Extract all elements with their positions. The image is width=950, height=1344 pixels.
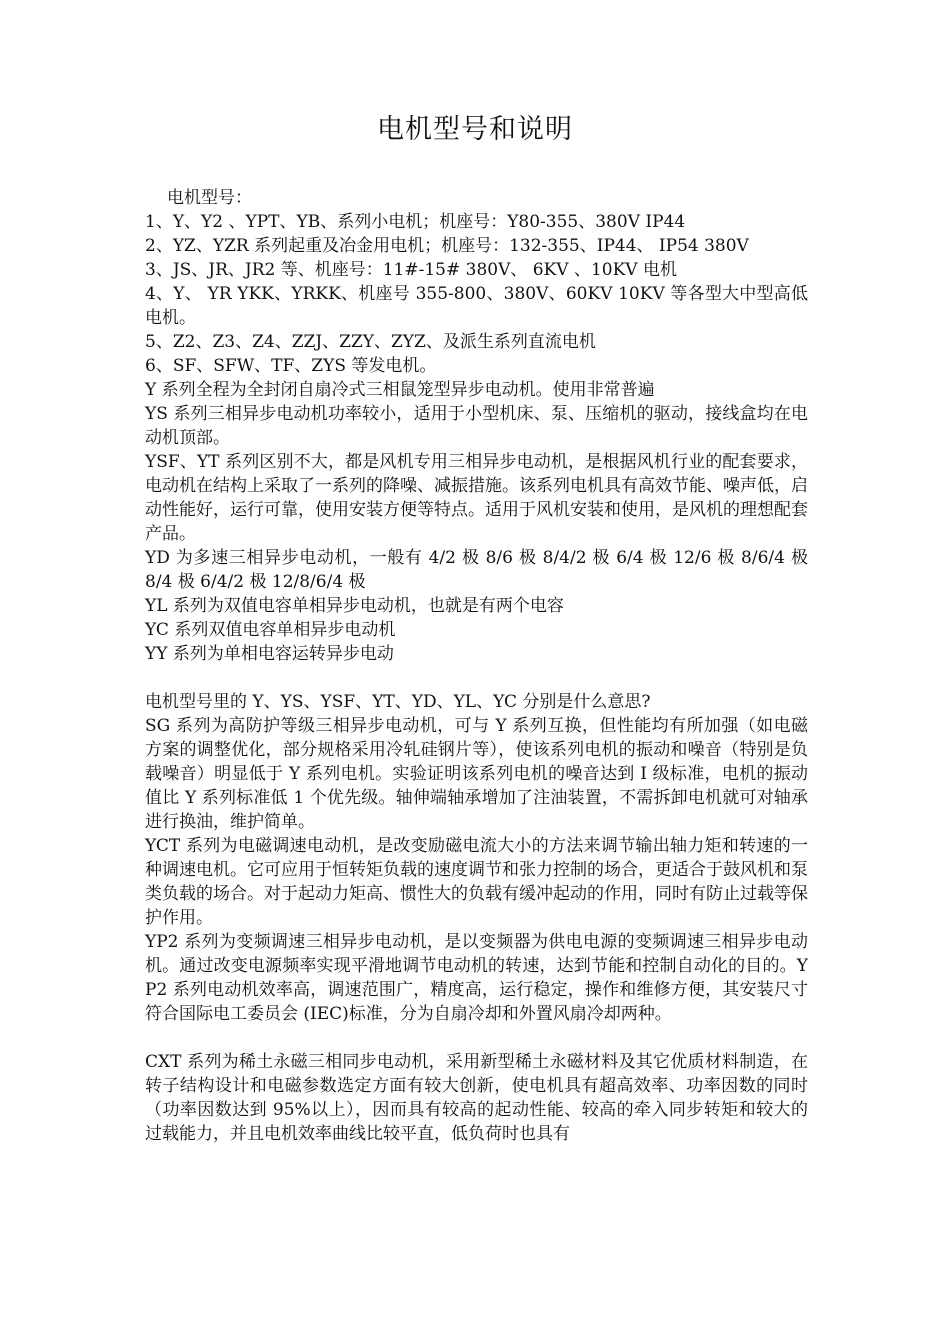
model-list-item: 3、JS、JR、JR2 等、机座号：11#-15# 380V、 6KV 、10KV 电机 xyxy=(145,260,677,280)
series-paragraph: SG 系列为高防护等级三相异步电动机，可与 Y 系列互换，但性能均有所加强（如电磁方案的调整优化，部分规格采用冷轧硅钢片等），使该系列电机的振动和噪音（特别是负载噪音）明显低于 Y 系列电机。实验证明该系列电机的噪音达到 I 级标准，电机的振动值比 Y 系列标准低 1 个优先级。轴伸端轴承增加了注油装置，不需拆卸电机就可对轴承进行换油，维护简单。 xyxy=(145,716,808,832)
series-paragraph: YCT 系列为电磁调速电动机，是改变励磁电流大小的方法来调节输出轴力矩和转速的一种调速电机。它可应用于恒转矩负载的速度调节和张力控制的场合，更适合于鼓风机和泵类负载的场合。对于起动力矩高、惯性大的负载有缓冲起动的作用，同时有防止过载等保护作用。 xyxy=(145,836,808,928)
model-list-item: 4、Y、 YR YKK、YRKK、机座号 355-800、380V、60KV 10KV 等各型大中型高低电机。 xyxy=(145,284,808,328)
document-body xyxy=(145,186,808,1146)
paragraph-spacer xyxy=(145,1026,808,1050)
series-paragraph: YP2 系列为变频调速三相异步电动机，是以变频器为供电电源的变频调速三相异步电动机。通过改变电源频率实现平滑地调节电动机的转速，达到节能和控制自动化的目的。YP2 系列电动机效率高，调速范围广，精度高，运行稳定，操作和维修方便，其安装尺寸符合国际电工委员会 (IEC)标准，分为自扇冷却和外置风扇冷却两种。 xyxy=(145,932,808,1024)
series-description: YSF、YT 系列区别不大，都是风机专用三相异步电动机，是根据风机行业的配套要求，电动机在结构上采取了一系列的降噪、减振措施。该系列电机具有高效节能、噪声低，启动性能好，运行可靠，使用安装方便等特点。适用于风机安装和使用，是风机的理想配套产品。 xyxy=(145,452,808,544)
series-description: YC 系列双值电容单相异步电动机 xyxy=(145,620,396,640)
series-description: Y 系列全程为全封闭自扇冷式三相鼠笼型异步电动机。使用非常普遍 xyxy=(145,380,655,400)
document-title: 电机型号和说明 xyxy=(377,114,573,145)
paragraph-spacer xyxy=(145,666,808,690)
series-description: YS 系列三相异步电动机功率较小，适用于小型机床、泵、压缩机的驱动，接线盒均在电动机顶部。 xyxy=(145,404,808,448)
model-list-item: 1、Y、Y2 、YPT、YB、系列小电机；机座号：Y80-355、380V IP44 xyxy=(145,212,686,232)
model-heading: 电机型号： xyxy=(167,188,252,208)
series-description: YY 系列为单相电容运转异步电动 xyxy=(145,644,394,664)
model-list-item: 5、Z2、Z3、Z4、ZZJ、ZZY、ZYZ、及派生系列直流电机 xyxy=(145,332,596,352)
model-list-item: 6、SF、SFW、TF、ZYS 等发电机。 xyxy=(145,356,437,376)
series-paragraph: CXT 系列为稀土永磁三相同步电动机，采用新型稀土永磁材料及其它优质材料制造，在转子结构设计和电磁参数选定方面有较大创新，使电机具有超高效率、功率因数的同时（功率因数达到 95%以上），因而具有较高的起动性能、较高的牵入同步转矩和较大的过载能力，并且电机效率曲线比较平直，低负荷时也具有 xyxy=(145,1052,808,1144)
series-description: YD 为多速三相异步电动机，一般有 4/2 极 8/6 极 8/4/2 极 6/4 极 12/6 极 8/6/4 极 8/4 极 6/4/2 极 12/8/6/4 极 xyxy=(145,548,808,592)
series-description: YL 系列为双值电容单相异步电动机，也就是有两个电容 xyxy=(145,596,564,616)
model-list-item: 2、YZ、YZR 系列起重及冶金用电机；机座号：132-355、IP44、 IP54 380V xyxy=(145,236,749,256)
section-question: 电机型号里的 Y、YS、YSF、YT、YD、YL、YC 分别是什么意思? xyxy=(145,692,651,712)
